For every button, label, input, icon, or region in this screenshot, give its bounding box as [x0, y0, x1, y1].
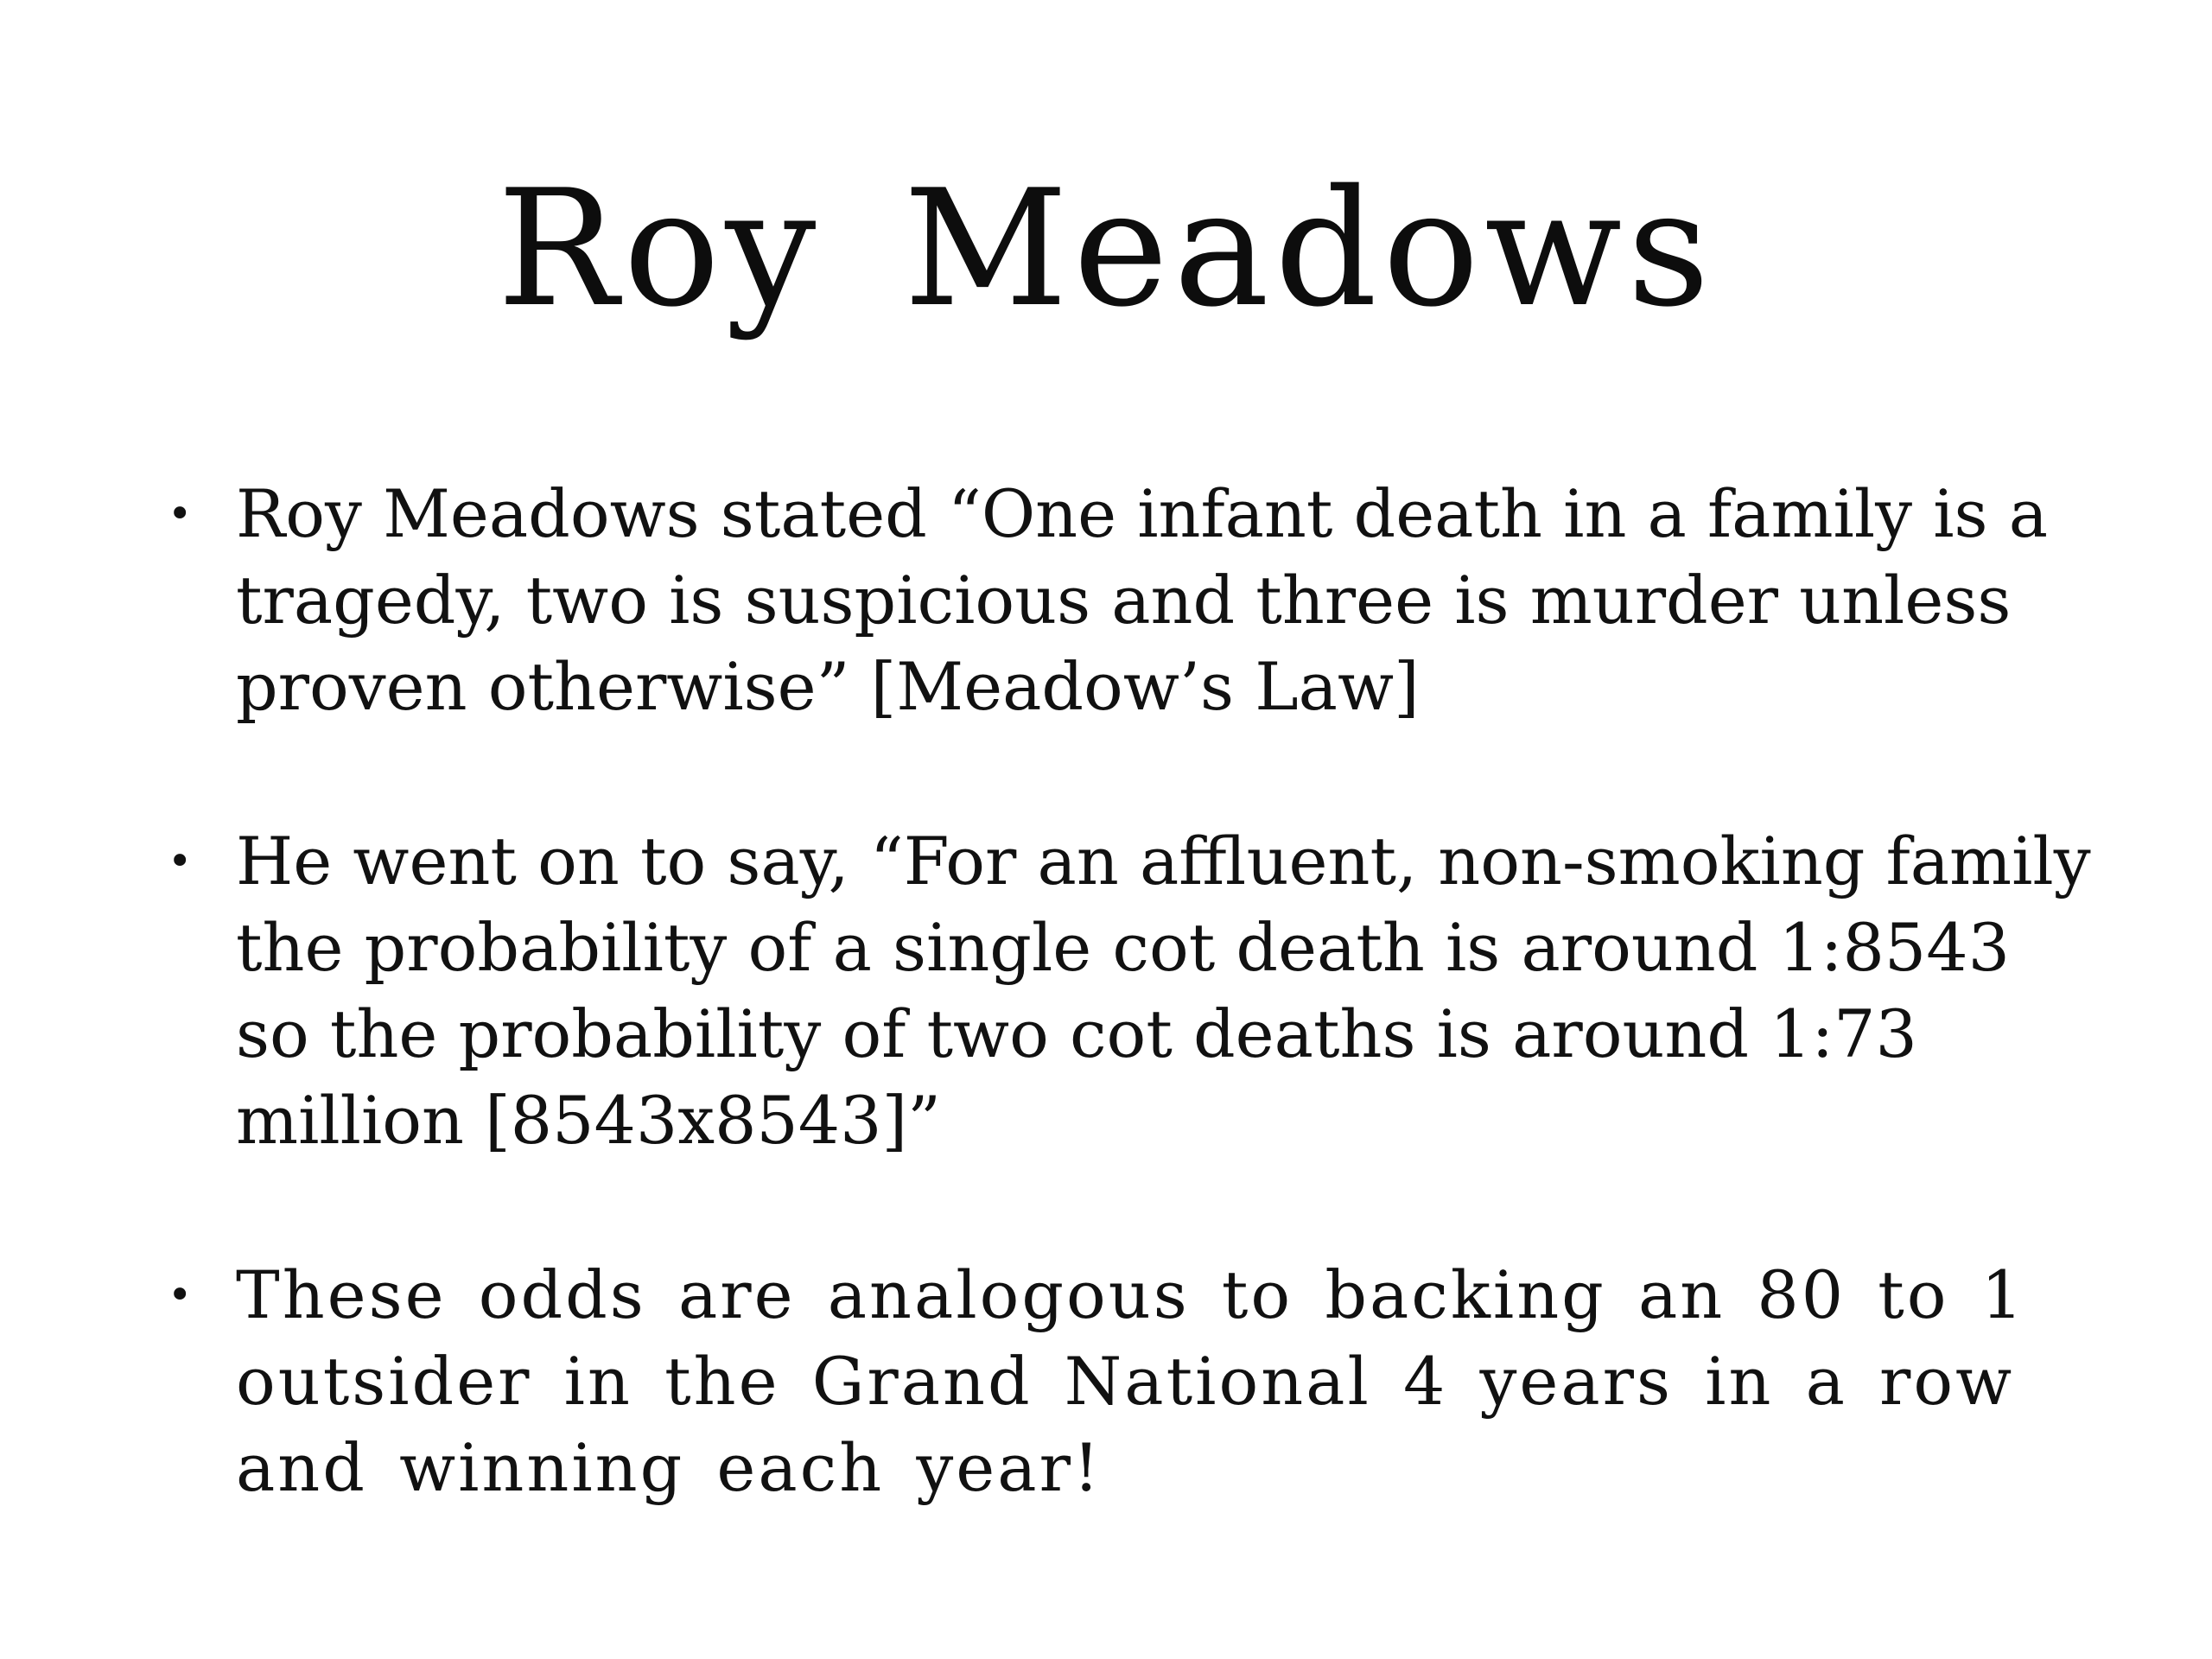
bullet-text: These odds are analogous to backing an 80 to 1 outsider in the Grand National 4 years in a row and winning each year!: [236, 1256, 2026, 1506]
bullet-item-odds-analogy: [164, 1252, 2100, 1511]
bullet-marker: •: [168, 1271, 193, 1319]
bullet-item-meadows-law: [164, 471, 2100, 730]
bullet-text: He went on to say, “For an affluent, non-smoking family the probability of a single cot death is around 1:8543 so the probability of two cot deaths is around 1:73 million [8543x8543]”: [236, 823, 2091, 1159]
bullet-marker: •: [168, 490, 193, 538]
slide-title: Roy Meadows: [497, 155, 1715, 342]
bullet-list: [164, 471, 2100, 1599]
bullet-text: Roy Meadows stated “One infant death in a family is a tragedy, two is suspicious and three is murder unless proven otherwise” [Meadow’s Law]: [236, 475, 2049, 725]
bullet-item-probability: [164, 818, 2100, 1164]
bullet-marker: •: [168, 837, 193, 886]
